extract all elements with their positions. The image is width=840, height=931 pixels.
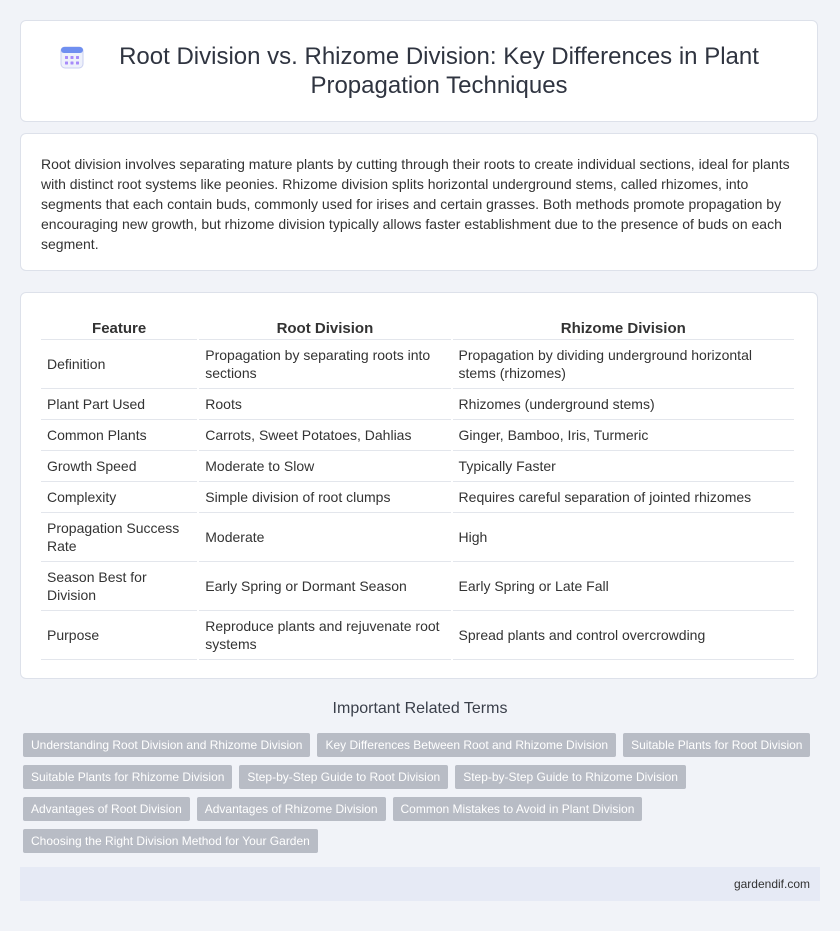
rhizome-cell: High bbox=[453, 513, 794, 562]
rhizome-cell: Requires careful separation of jointed rhizomes bbox=[453, 482, 794, 513]
table-row bbox=[41, 340, 794, 389]
table-row bbox=[41, 611, 794, 660]
related-term-tag[interactable]: Key Differences Between Root and Rhizome Division bbox=[317, 733, 616, 757]
rhizome-cell: Typically Faster bbox=[453, 451, 794, 482]
header-rhizome-division: Rhizome Division bbox=[453, 313, 794, 340]
related-term-tag[interactable]: Common Mistakes to Avoid in Plant Division bbox=[393, 797, 643, 821]
related-terms-title: Important Related Terms bbox=[332, 700, 508, 717]
comparison-card bbox=[20, 292, 818, 679]
rhizome-cell: Early Spring or Late Fall bbox=[453, 562, 794, 611]
related-term-tag[interactable]: Choosing the Right Division Method for Your Garden bbox=[23, 829, 318, 853]
header-card bbox=[20, 20, 818, 122]
header-feature: Feature bbox=[41, 313, 197, 340]
feature-cell: Purpose bbox=[41, 611, 197, 660]
feature-cell: Common Plants bbox=[41, 420, 197, 451]
root-cell: Moderate to Slow bbox=[199, 451, 450, 482]
related-term-tag[interactable]: Understanding Root Division and Rhizome Division bbox=[23, 733, 310, 757]
table-row bbox=[41, 420, 794, 451]
table-row bbox=[41, 482, 794, 513]
related-term-tag[interactable]: Suitable Plants for Root Division bbox=[623, 733, 810, 757]
root-cell: Carrots, Sweet Potatoes, Dahlias bbox=[199, 420, 450, 451]
table-row bbox=[41, 562, 794, 611]
root-cell: Simple division of root clumps bbox=[199, 482, 450, 513]
root-cell: Moderate bbox=[199, 513, 450, 562]
page-title: Root Division vs. Rhizome Division: Key Differences in Plant Propagation Techniques bbox=[119, 43, 759, 99]
related-term-tag[interactable]: Step-by-Step Guide to Rhizome Division bbox=[455, 765, 686, 789]
feature-cell: Complexity bbox=[41, 482, 197, 513]
feature-cell: Plant Part Used bbox=[41, 389, 197, 420]
table-header-row bbox=[41, 313, 794, 340]
table-row bbox=[41, 389, 794, 420]
feature-cell: Definition bbox=[41, 340, 197, 389]
related-term-tag[interactable]: Suitable Plants for Rhizome Division bbox=[23, 765, 232, 789]
footer-site-name: gardendif.com bbox=[733, 877, 810, 891]
table-row bbox=[41, 451, 794, 482]
feature-cell: Propagation Success Rate bbox=[41, 513, 197, 562]
root-cell: Propagation by separating roots into sections bbox=[199, 340, 450, 389]
root-cell: Reproduce plants and rejuvenate root systems bbox=[199, 611, 450, 660]
rhizome-cell: Spread plants and control overcrowding bbox=[453, 611, 794, 660]
related-term-tag[interactable]: Step-by-Step Guide to Root Division bbox=[239, 765, 448, 789]
feature-cell: Growth Speed bbox=[41, 451, 197, 482]
related-term-tag[interactable]: Advantages of Root Division bbox=[23, 797, 190, 821]
related-terms-tags bbox=[23, 733, 823, 853]
rhizome-cell: Ginger, Bamboo, Iris, Turmeric bbox=[453, 420, 794, 451]
root-cell: Roots bbox=[199, 389, 450, 420]
related-term-tag[interactable]: Advantages of Rhizome Division bbox=[197, 797, 386, 821]
title-wrap bbox=[59, 42, 779, 100]
feature-cell: Season Best for Division bbox=[41, 562, 197, 611]
calendar-icon bbox=[59, 44, 85, 70]
rhizome-cell: Propagation by dividing underground horizontal stems (rhizomes) bbox=[453, 340, 794, 389]
comparison-table bbox=[39, 313, 796, 660]
header-root-division: Root Division bbox=[199, 313, 450, 340]
table-row bbox=[41, 513, 794, 562]
intro-paragraph: Root division involves separating mature plants by cutting through their roots to create individual sections, ideal for plants with distinct root systems like peonies. Rhizome division splits horizontal underground stems, called rhizomes, into segments that each contain buds, commonly used for irises and certain grasses. Both methods promote propagation by encouraging new growth, but rhizome division typically allows faster establishment due to the presence of buds on each segment. bbox=[41, 156, 790, 252]
root-cell: Early Spring or Dormant Season bbox=[199, 562, 450, 611]
rhizome-cell: Rhizomes (underground stems) bbox=[453, 389, 794, 420]
footer bbox=[20, 867, 820, 901]
intro-card bbox=[20, 133, 818, 271]
